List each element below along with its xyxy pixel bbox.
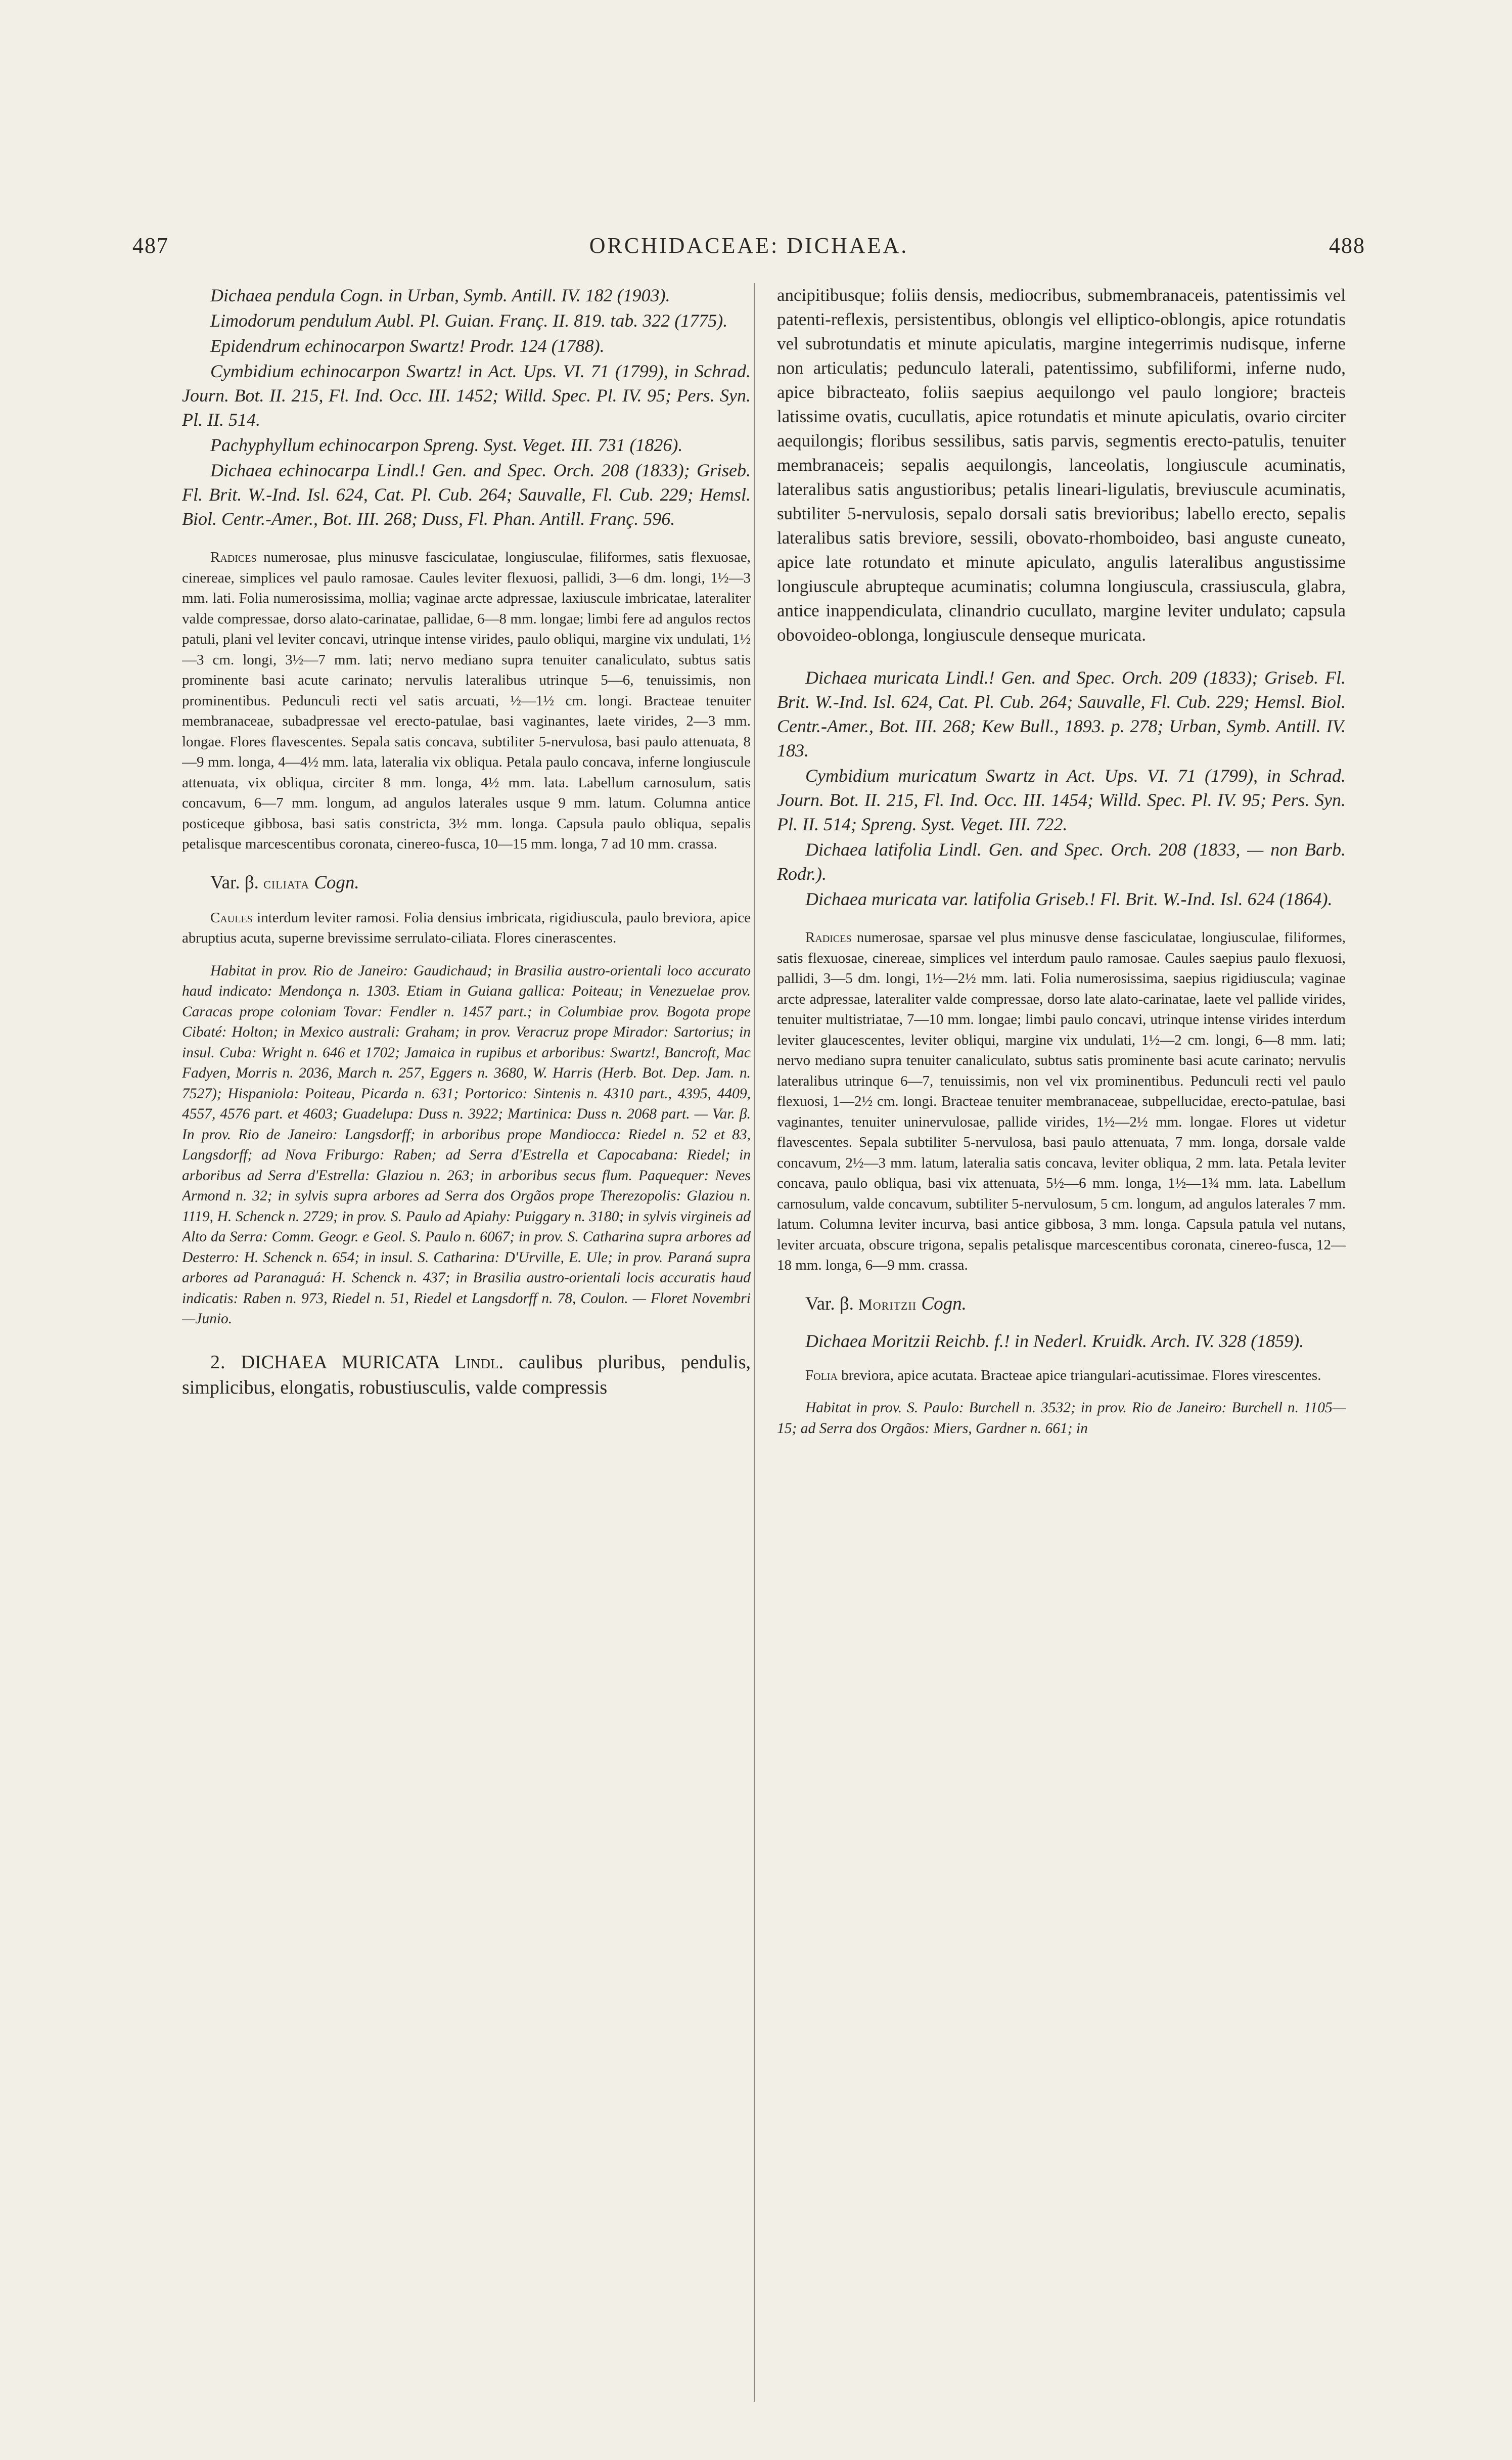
variety-author: Cogn. bbox=[921, 1293, 967, 1314]
running-head: ORCHIDACEAE: DICHAEA. bbox=[589, 233, 909, 258]
species-name: DICHAEA MURICATA bbox=[241, 1351, 439, 1373]
right-column bbox=[777, 283, 1346, 2407]
variety-heading bbox=[805, 1293, 1346, 1315]
species-description bbox=[182, 547, 751, 855]
description-text: numerosae, sparsae vel plus minusve dense fasciculatae, longiusculae, filiformes, satis flexuosae, cinereae, simplices vel interdum paulo ramosae. Caules saepius paulo flexuosi, pallidi, 3—5 dm. longi, 1½—2½ mm. lati. Folia numerosissima, saepius rigidiuscula; vaginae arcte adpressae, lateraliter valde compressae, dorso late alato-carinatae, laete vel pallide virides, tenuiter multistriatae, 7—10 mm. longae; limbi paulo concavi, utrinque intense virides interdum leviter glaucescentes, leviter obliqui, margine vix undulati, 1½—2 cm. longi, 6—8 mm. lati; nervo mediano supra tenuiter canaliculato, subtus satis prominente basi acute carinato; nervulis lateralibus utrinque 6—7, tenuissimis, non vel vix prominentibus. Pedunculi recti vel paulo flexuosi, 1—2½ cm. longi. Bracteae tenuiter membranaceae, subpellucidae, erecto-patulae, basi vaginantes, tenuiter uninervulosae, pallide virides, 1½—2½ mm. longae. Flores ut videtur flavescentes. Sepala subtiliter 5-nervulosa, basi paulo attenuata, 7 mm. longa, dorsale valde concavum, 2½—3 mm. latum, lateralia satis concava, leviter obliqua, 2 mm. lata. Petala leviter concava, paulo obliqua, basi vix attenuata, 5½—6 mm. longa, 1½—1¾ mm. lata. Labellum carnosulum, valde concavum, subtiliter 5-nervulosum, 5 cm. longum, ad angulos laterales 7 mm. latum. Columna leviter incurva, basi antice gibbosa, 3 mm. longa. Capsula patula vel nutans, leviter arcuata, obscure trigona, sepalis petalisque marcescentibus coronata, cinereo-fusca, 12—18 mm. longa, 6—9 mm. crassa. bbox=[777, 929, 1346, 1273]
variety-label: Var. β. bbox=[805, 1293, 854, 1314]
diagnosis-continued: ancipitibusque; foliis densis, mediocribus, submembranaceis, patentissimis vel patenti-reflexis, persistentibus, oblongis vel elliptico-oblongis, apice rotundatis vel subrotundatis et minute apiculatis, margine integerrimis nudisque, inferne non articulatis; pedunculo laterali, patentissimo, subfiliformi, inferne nudo, apice bibracteato, foliis saepius aequilongo vel paulo longiore; bracteis latissime ovatis, cucullatis, apice rotundatis et minute apiculatis, ovario circiter aequilongis; floribus sessilibus, satis parvis, segmentis erecto-patulis, tenuiter membranaceis; sepalis aequilongis, lanceolatis, longiuscule acuminatis, lateralibus satis angustioribus; petalis lineari-ligulatis, breviuscule acuminatis, subtiliter 5-nervulosis, sepalo dorsali satis brevioribus; labello erecto, sepalis lateralibus satis breviore, sessili, obovato-rhomboideo, basi anguste cuneato, apice late rotundato et minute apiculato, angulis lateralibus angustissime longiuscule abrupteque acuminatis; columna longiuscula, crassiuscula, glabra, antice inappendiculata, clinandrio cucullato, margine leviter undulato; capsula obovoideo-oblonga, longiuscule denseque muricata. bbox=[777, 285, 1346, 645]
description-lead-word: Radices bbox=[210, 549, 257, 565]
variety-author: Cogn. bbox=[314, 872, 359, 893]
species-diagnosis-start: caulibus pluribus, pendulis, simplicibus, elongatis, robustiusculis, valde compressis bbox=[182, 1351, 751, 1398]
page-number-right: 488 bbox=[1329, 233, 1365, 258]
synonym-entry: Cymbidium muricatum Swartz in Act. Ups. VI. 71 (1799), in Schrad. Journ. Bot. II. 215, Fl. Ind. Occ. III. 1454; Willd. Spec. Pl. IV. 95; Pers. Syn. Pl. II. 514; Spreng. Syst. Veget. III. 722. bbox=[777, 766, 1346, 834]
synonym-entry: Dichaea muricata var. latifolia Griseb.! Fl. Brit. W.-Ind. Isl. 624 (1864). bbox=[805, 889, 1333, 909]
species-description bbox=[777, 927, 1346, 1276]
synonym-entry: Dichaea echinocarpa Lindl.! Gen. and Spec. Orch. 208 (1833); Griseb. Fl. Brit. W.-Ind. Isl. 624, Cat. Pl. Cub. 264; Sauvalle, Fl. Cub. 229; Hemsl. Biol. Centr.-Amer., Bot. III. 268; Duss, Fl. Phan. Antill. Franç. 596. bbox=[182, 460, 751, 529]
synonym-entry: Dichaea pendula Cogn. in Urban, Symb. Antill. IV. 182 (1903). bbox=[210, 285, 670, 305]
species-heading bbox=[182, 1350, 751, 1400]
page-number-left: 487 bbox=[132, 233, 169, 258]
variety-heading bbox=[210, 872, 751, 893]
description-lead-word: Radices bbox=[805, 929, 852, 946]
synonymy-block bbox=[182, 283, 751, 531]
description-text: numerosae, plus minusve fasciculatae, longiusculae, filiformes, satis flexuosae, cinereae, simplices vel paulo ramosae. Caules leviter flexuosi, pallidi, 3—6 dm. longi, 1½—3 mm. lati. Folia numerosissima, mollia; vaginae arcte adpressae, laxiuscule imbricatae, lateraliter valde compressae, dorso alato-carinatae, pallidae, 6—8 mm. longae; limbi fere ad angulos rectos patuli, plani vel leviter concavi, utrinque intense virides, paulo obliqui, margine vix undulati, 1½—3 cm. longi, 3½—7 mm. lati; nervo mediano supra tenuiter canaliculato, subtus satis prominente basi acute carinato; nervulis lateralibus utrinque 5—6, tenuissimis, non prominentibus. Pedunculi recti vel satis arcuati, ½—1½ cm. longi. Bracteae tenuiter membranaceae, subadpressae vel erecto-patulae, basi vaginantes, laete virides, 2—3 mm. longae. Flores flavescentes. Sepala satis concava, subtiliter 5-nervulosa, basi paulo attenuata, 8—9 mm. longa, 4—4½ mm. lata, lateralia vix obliqua. Petala paulo concava, inferne longiuscule attenuata, vix obliqua, circiter 8 mm. longa, 4½ mm. lata. Labellum carnosulum, satis concavum, 6—7 mm. longum, ad angulos laterales usque 9 mm. latum. Columna antice posticeque gibbosa, basi satis constricta, 3½ mm. longa. Capsula paulo obliqua, sepalis petalisque marcescentibus coronata, cinereo-fusca, 10—15 mm. longa, 7 ad 10 mm. crassa. bbox=[182, 549, 751, 852]
left-column bbox=[182, 283, 751, 2407]
column-divider bbox=[754, 283, 755, 2402]
synonym-entry: Epidendrum echinocarpon Swartz! Prodr. 124 (1788). bbox=[210, 336, 605, 356]
variety-label: Var. β. bbox=[210, 872, 259, 893]
habitat-paragraph: Habitat in prov. S. Paulo: Burchell n. 3532; in prov. Rio de Janeiro: Burchell n. 1105—15; ad Serra dos Orgãos: Miers, Gardner n. 661; in bbox=[777, 1400, 1346, 1437]
variety-description-text: breviora, apice acutata. Bracteae apice triangulari-acutissimae. Flores virescentes. bbox=[841, 1367, 1321, 1383]
habitat-paragraph: Habitat in prov. Rio de Janeiro: Gaudichaud; in Brasilia austro-orientali loco accurato haud indicato: Mendonça n. 1303. Etiam in Guiana gallica: Poiteau; in Venezuelae prov. Caracas prope coloniam Tovar: Fendler n. 1457 part.; in Columbiae prov. Bogota prope Cibaté: Holton; in Mexico australi: Graham; in prov. Veracruz prope Mirador: Sartorius; in insul. Cuba: Wright n. 646 et 1702; Jamaica in rupibus et arboribus: Swartz!, Bancroft, Mac Fadyen, Morris n. 2036, March n. 257, Eggers n. 3680, W. Harris (Herb. Bot. Dep. Jam. n. 7527); Hispaniola: Poiteau, Picarda n. 631; Portorico: Sintenis n. 4310 part., 4395, 4409, 4557, 4576 part. et 4603; Guadelupa: Duss n. 3922; Martinica: Duss n. 2068 part. — Var. β. In prov. Rio de Janeiro: Langsdorff; in arboribus prope Mandiocca: Riedel n. 52 et 83, Langsdorff; ad Nova Friburgo: Raben; ad Serra d'Estrella et Capocabana: Riedel; in arboribus ad Serra d'Estrella: Glaziou n. 263; in arboribus secus flum. Paquequer: Neves Armond n. 32; in sylvis supra arbores ad Serra dos Orgãos prope Therezopolis: Glaziou n. 1119, H. Schenck n. 2729; in prov. S. Paulo ad Apiahy: Puiggary n. 3180; in sylvis virgineis ad Alto da Serra: Comm. Geogr. e Geol. S. Paulo n. 6067; in prov. S. Catharina supra arbores ad Desterro: H. Schenck n. 654; in insul. S. Catharina: D'Urville, E. Ule; in prov. Paraná supra arbores ad Paranaguá: H. Schenck n. 437; in Brasilia austro-orientali locis accuratis haud indicatis: Raben n. 973, Riedel n. 51, Riedel et Langsdorff n. 78, Coulon. — Floret Novembri—Junio. bbox=[182, 962, 751, 1327]
synonym-entry: Dichaea muricata Lindl.! Gen. and Spec. Orch. 209 (1833); Griseb. Fl. Brit. W.-Ind. Isl. 624, Cat. Pl. Cub. 264; Sauvalle, Fl. Cub. 229; Hemsl. Biol. Centr.-Amer., Bot. III. 268; Kew Bull., 1893. p. 278; Urban, Symb. Antill. IV. 183. bbox=[777, 667, 1346, 761]
synonym-entry: Limodorum pendulum Aubl. Pl. Guian. Franç. II. 819. tab. 322 (1775). bbox=[210, 310, 728, 331]
synonym-entry: Pachyphyllum echinocarpon Spreng. Syst. Veget. III. 731 (1826). bbox=[210, 435, 683, 455]
synonymy-block bbox=[777, 665, 1346, 911]
synonym-entry: Dichaea latifolia Lindl. Gen. and Spec. Orch. 208 (1833, — non Barb. Rodr.). bbox=[777, 839, 1346, 884]
variety-description-text: interdum leviter ramosi. Folia densius imbricata, rigidiuscula, paulo breviora, apice abruptius acuta, superne brevissime serrulato-ciliata. Flores cinerascentes. bbox=[182, 909, 751, 946]
variety-description bbox=[182, 908, 751, 949]
variety-name: ciliata bbox=[263, 874, 309, 892]
variety-description bbox=[777, 1365, 1346, 1386]
variety-description-lead-word: Folia bbox=[805, 1367, 838, 1383]
synonym-entry: Cymbidium echinocarpon Swartz! in Act. Ups. VI. 71 (1799), in Schrad. Journ. Bot. II. 215, Fl. Ind. Occ. III. 1452; Willd. Spec. Pl. IV. 95; Pers. Syn. Pl. II. 514. bbox=[182, 361, 751, 430]
species-number: 2. bbox=[210, 1351, 226, 1373]
page-header bbox=[132, 233, 1365, 268]
variety-name: Moritzii bbox=[858, 1295, 917, 1313]
variety-synonym: Dichaea Moritzii Reichb. f.! in Nederl. Kruidk. Arch. IV. 328 (1859). bbox=[805, 1330, 1304, 1351]
species-author: Lindl. bbox=[454, 1351, 503, 1373]
variety-description-lead-word: Caules bbox=[210, 909, 253, 926]
